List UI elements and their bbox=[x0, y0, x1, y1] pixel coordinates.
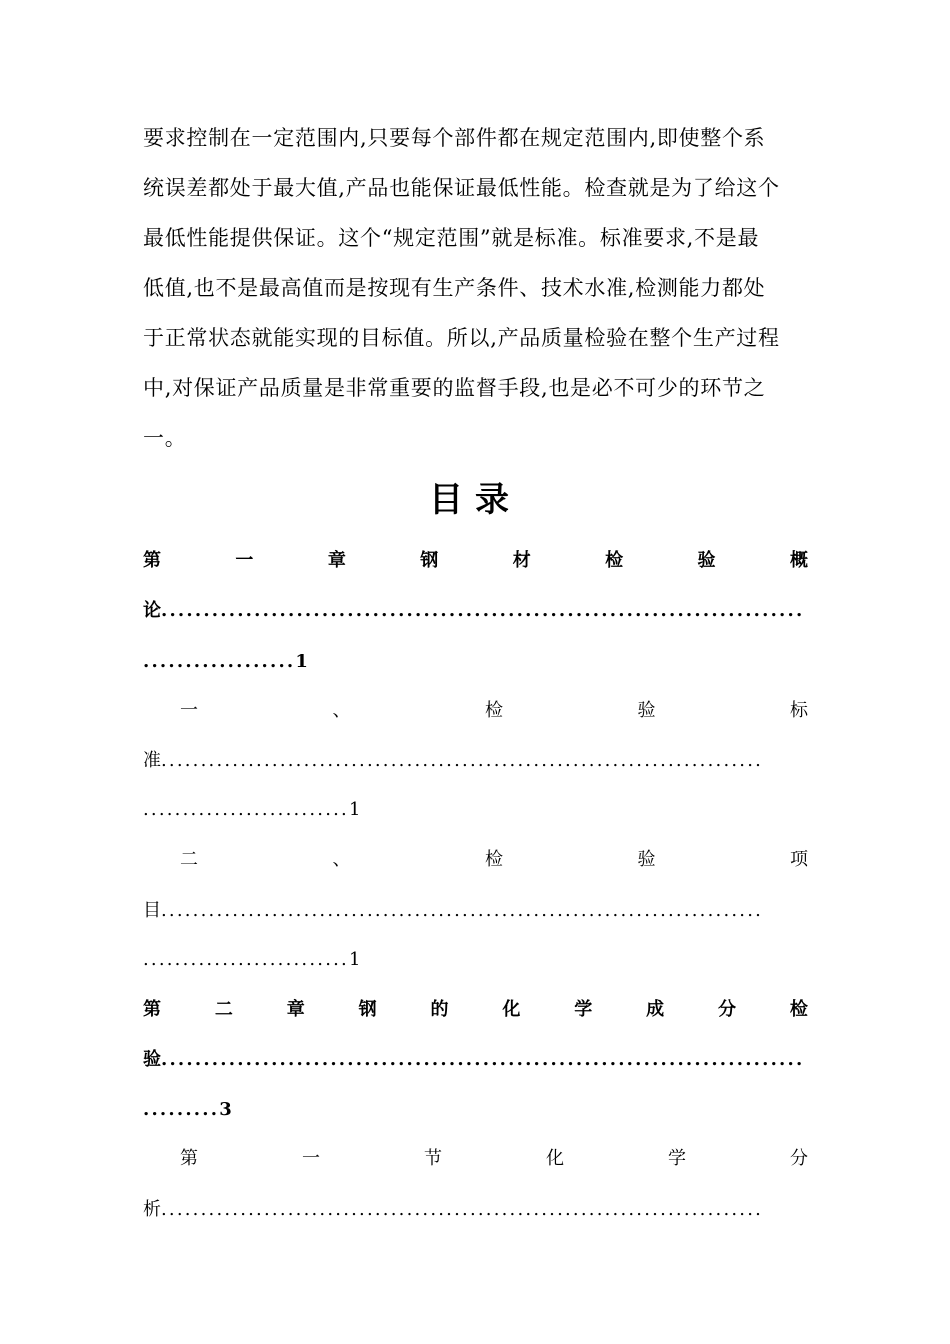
toc-char: 检 bbox=[605, 550, 624, 571]
toc-dot-leader: ............................................................................ bbox=[161, 1049, 805, 1070]
toc-char: 章 bbox=[327, 550, 346, 571]
toc-dot-leader: .................. bbox=[143, 651, 296, 672]
toc-entry-chapter-2-leader[interactable] bbox=[143, 1046, 808, 1074]
toc-char: 第 bbox=[143, 550, 161, 571]
toc-char: 成 bbox=[646, 999, 665, 1020]
toc-dot-leader: ............................................................................ bbox=[161, 750, 764, 771]
toc-char: 分 bbox=[718, 999, 736, 1020]
toc-char: 第 bbox=[180, 1148, 198, 1169]
toc-entry-chapter-1-leader[interactable] bbox=[143, 597, 808, 625]
toc-char: 钢 bbox=[420, 550, 439, 571]
toc-char: 材 bbox=[512, 550, 531, 571]
toc-entry-section-1-leader[interactable] bbox=[143, 1196, 808, 1224]
toc-entry-items-heading[interactable] bbox=[143, 846, 808, 874]
toc-entry-chapter-1-page-line[interactable] bbox=[143, 648, 808, 676]
toc-title: 目录 bbox=[429, 480, 521, 520]
toc-char: 概 bbox=[789, 550, 808, 571]
toc-entry-chapter-2-page-line[interactable] bbox=[143, 1096, 808, 1124]
toc-entry-standards-leader[interactable] bbox=[143, 747, 808, 775]
toc-entry-standards-heading[interactable] bbox=[143, 697, 808, 725]
toc-dot-leader: ............................................................................ bbox=[161, 1199, 764, 1220]
toc-page-number: 1 bbox=[348, 799, 361, 820]
toc-entry-standards-page-line[interactable] bbox=[143, 796, 808, 824]
paragraph-line: 中,对保证产品质量是非常重要的监督手段,也是必不可少的环节之 bbox=[143, 376, 766, 400]
toc-char: 二 bbox=[214, 999, 233, 1020]
toc-entry-chapter-1-heading[interactable] bbox=[143, 547, 808, 575]
toc-entry-items-page-line[interactable] bbox=[143, 946, 808, 974]
toc-char: 学 bbox=[668, 1148, 686, 1169]
toc-char: 项 bbox=[790, 849, 808, 870]
toc-char: 检 bbox=[485, 849, 503, 870]
toc-char: 一 bbox=[302, 1148, 320, 1169]
toc-char: 二 bbox=[180, 849, 198, 870]
toc-dot-leader: ............................................................................ bbox=[161, 600, 805, 621]
paragraph-line: 于正常状态就能实现的目标值。所以,产品质量检验在整个生产过程 bbox=[143, 326, 780, 350]
toc-char: 验 bbox=[637, 849, 656, 870]
toc-page-number: 1 bbox=[295, 651, 308, 672]
toc-char: 钢 bbox=[358, 999, 377, 1020]
toc-char: 学 bbox=[574, 999, 593, 1020]
toc-char: 、 bbox=[332, 849, 351, 870]
paragraph-line: 最低性能提供保证。这个“规定范围”就是标准。标准要求,不是最 bbox=[143, 226, 760, 250]
toc-char: 标 bbox=[790, 700, 808, 721]
toc-char: 、 bbox=[332, 700, 351, 721]
toc-char: 论 bbox=[143, 600, 161, 621]
toc-dot-leader: ............................................................................ bbox=[161, 900, 764, 921]
paragraph-line: 统误差都处于最大值,产品也能保证最低性能。检查就是为了给这个 bbox=[143, 176, 780, 200]
toc-char: 分 bbox=[790, 1148, 808, 1169]
toc-char: 检 bbox=[789, 999, 808, 1020]
toc-char: 第 bbox=[143, 999, 161, 1020]
toc-char: 目 bbox=[143, 900, 161, 921]
paragraph-line: 要求控制在一定范围内,只要每个部件都在规定范围内,即使整个系 bbox=[143, 126, 766, 150]
toc-char: 验 bbox=[143, 1049, 161, 1070]
toc-char: 化 bbox=[546, 1148, 564, 1169]
toc-char: 检 bbox=[485, 700, 503, 721]
toc-dot-leader: .......................... bbox=[143, 949, 349, 970]
toc-char: 准 bbox=[143, 750, 161, 771]
toc-dot-leader: .......................... bbox=[143, 799, 349, 820]
toc-char: 的 bbox=[430, 999, 449, 1020]
toc-page-number: 1 bbox=[348, 949, 361, 970]
toc-dot-leader: ......... bbox=[143, 1099, 220, 1120]
toc-char: 析 bbox=[143, 1199, 161, 1220]
toc-char: 章 bbox=[286, 999, 305, 1020]
toc-char: 验 bbox=[697, 550, 716, 571]
toc-entry-section-1-heading[interactable] bbox=[143, 1145, 808, 1173]
toc-entry-items-leader[interactable] bbox=[143, 897, 808, 925]
toc-char: 节 bbox=[424, 1148, 442, 1169]
toc-char: 化 bbox=[502, 999, 521, 1020]
toc-char: 一 bbox=[235, 550, 254, 571]
toc-char: 验 bbox=[637, 700, 656, 721]
paragraph-line: 一。 bbox=[143, 426, 187, 450]
paragraph-line: 低值,也不是最高值而是按现有生产条件、技术水准,检测能力都处 bbox=[143, 276, 766, 300]
toc-char: 一 bbox=[180, 700, 198, 721]
toc-page-number: 3 bbox=[219, 1099, 232, 1120]
toc-entry-chapter-2-heading[interactable] bbox=[143, 996, 808, 1024]
